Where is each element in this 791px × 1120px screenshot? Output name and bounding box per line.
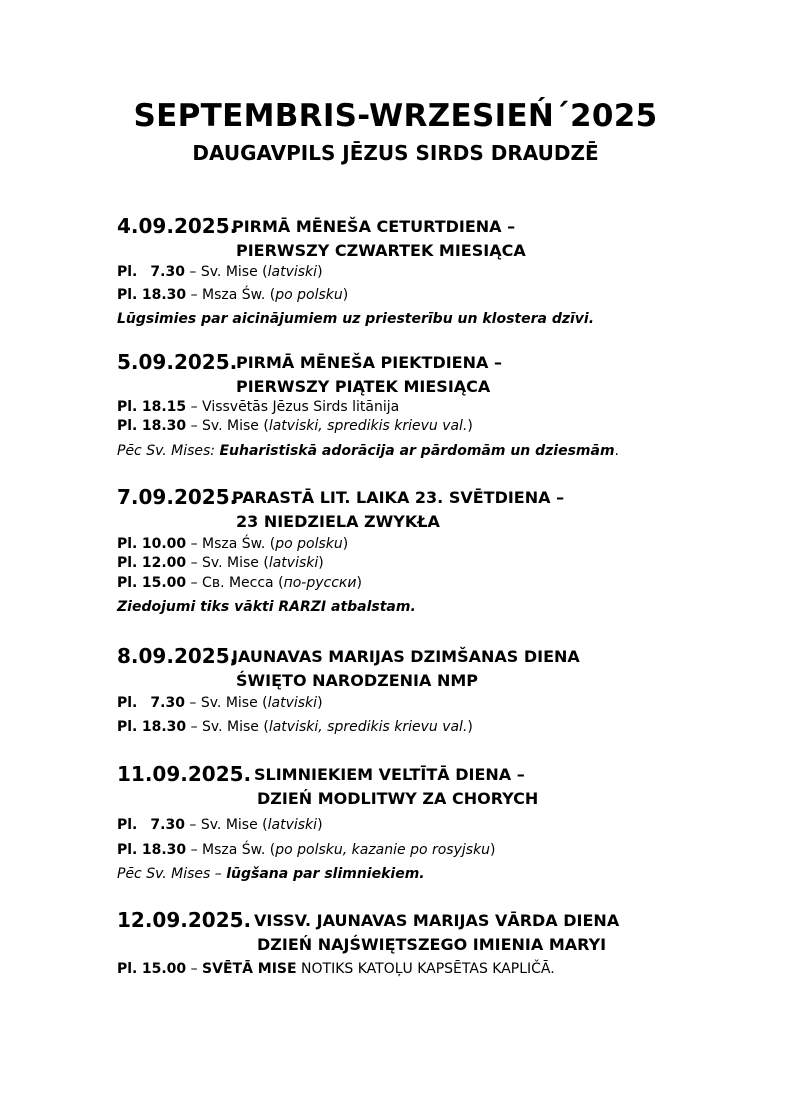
event-heading: PIRMĀ MĒNEŠA CETURTDIENA – <box>232 217 516 236</box>
event-heading-polish: PIERWSZY CZWARTEK MIESIĄCA <box>236 241 526 260</box>
event-date: 12.09.2025. <box>117 908 252 932</box>
page-subtitle: DAUGAVPILS JĒZUS SIRDS DRAUDZĒ <box>192 141 599 165</box>
mass-line: Pl. 15.00 – Св. Месса (по-русски) <box>117 575 362 591</box>
mass-line: Pl. 7.30 – Sv. Mise (latviski) <box>117 264 323 280</box>
event-date: 11.09.2025. <box>117 762 252 786</box>
event-heading: JAUNAVAS MARIJAS DZIMŠANAS DIENA <box>232 647 580 666</box>
mass-line: Pl. 18.15 – Vissvētās Jēzus Sirds litānija <box>117 399 400 415</box>
event-heading: PARASTĀ LIT. LAIKA 23. SVĒTDIENA – <box>232 488 565 507</box>
event-date: 5.09.2025. <box>117 350 238 374</box>
mass-line: Pl. 7.30 – Sv. Mise (latviski) <box>117 695 323 711</box>
event-date: 7.09.2025. <box>117 485 238 509</box>
event-date: 8.09.2025. <box>117 644 238 668</box>
mass-line: Pl. 18.30 – Msza Św. (po polsku, kazanie po rosyjsku) <box>117 842 496 858</box>
event-heading-polish: 23 NIEDZIELA ZWYKŁA <box>236 512 440 531</box>
event-heading-polish: PIERWSZY PIĄTEK MIESIĄCA <box>236 377 491 396</box>
event-note: Pēc Sv. Mises: Euharistiskā adorācija ar pārdomām un dziesmām. <box>117 443 619 459</box>
mass-line: Pl. 10.00 – Msza Św. (po polsku) <box>117 536 349 552</box>
event-date: 4.09.2025. <box>117 214 238 238</box>
mass-line: Pl. 18.30 – Msza Św. (po polsku) <box>117 287 349 303</box>
event-note: Ziedojumi tiks vākti RARZI atbalstam. <box>117 599 416 615</box>
event-note: Pēc Sv. Mises – lūgšana par slimniekiem. <box>117 866 425 882</box>
event-note: Lūgsimies par aicinājumiem uz priesterību un klostera dzīvi. <box>117 311 595 327</box>
mass-line: Pl. 15.00 – SVĒTĀ MISE NOTIKS KATOĻU KAPSĒTAS KAPLIČĀ. <box>117 961 555 977</box>
mass-line: Pl. 18.30 – Sv. Mise (latviski, spredikis krievu val.) <box>117 719 473 735</box>
event-heading-polish: ŚWIĘTO NARODZENIA NMP <box>236 671 478 690</box>
event-heading-polish: DZIEŃ MODLITWY ZA CHORYCH <box>257 789 539 808</box>
page-title: SEPTEMBRIS-WRZESIEŃ´2025 <box>133 98 658 134</box>
mass-line: Pl. 12.00 – Sv. Mise (latviski) <box>117 555 324 571</box>
mass-line: Pl. 7.30 – Sv. Mise (latviski) <box>117 817 323 833</box>
event-heading: SLIMNIEKIEM VELTĪTĀ DIENA – <box>254 765 525 784</box>
event-heading: VISSV. JAUNAVAS MARIJAS VĀRDA DIENA <box>254 911 620 930</box>
mass-line: Pl. 18.30 – Sv. Mise (latviski, spredikis krievu val.) <box>117 418 473 434</box>
event-heading-polish: DZIEŃ NAJŚWIĘTSZEGO IMIENIA MARYI <box>257 935 607 954</box>
event-heading: PIRMĀ MĒNEŠA PIEKTDIENA – <box>236 353 502 372</box>
